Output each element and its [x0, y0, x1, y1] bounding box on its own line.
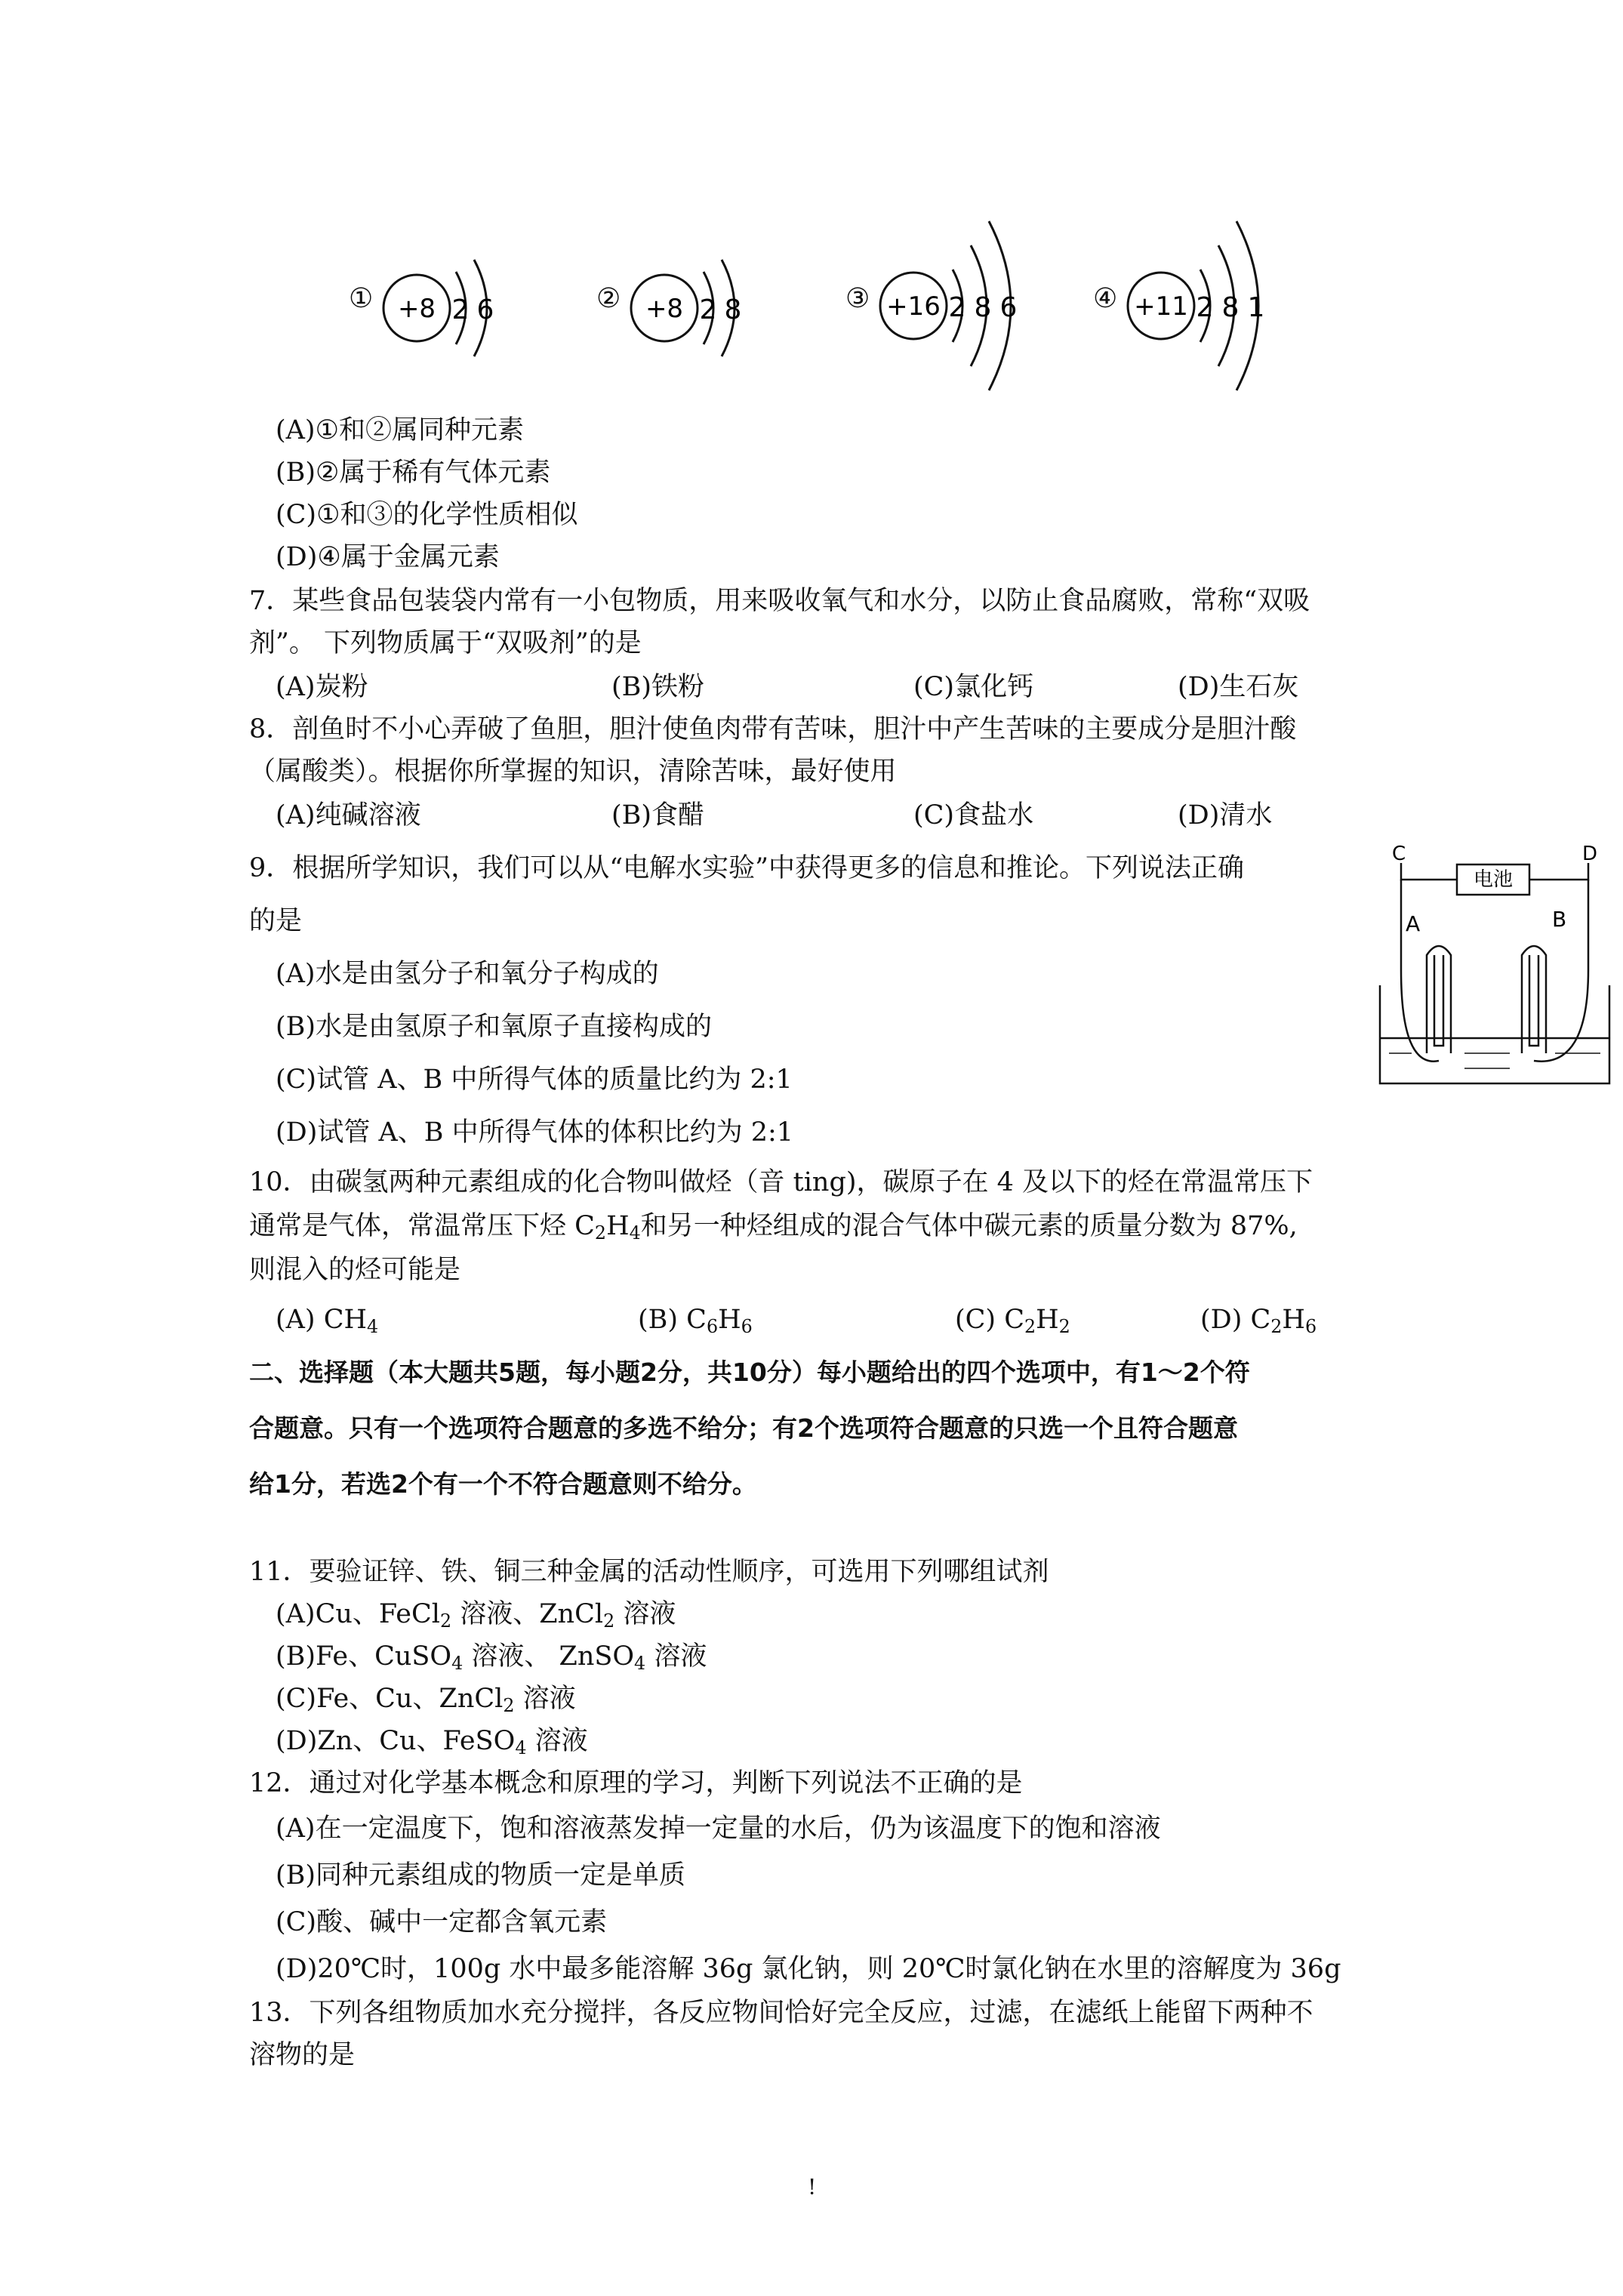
q6-option-c: (C)①和③的化学性质相似 — [276, 500, 578, 530]
q9-stem-line1: 9．根据所学知识，我们可以从“电解水实验”中获得更多的信息和推论。下列说法正确 — [249, 853, 1245, 883]
q11-stem: 11．要验证锌、铁、铜三种金属的活动性顺序，可选用下列哪组试剂 — [249, 1557, 1049, 1587]
q7-option-c: (C)氯化钙 — [913, 672, 1034, 702]
q11-option-a: (A)Cu、FeCl$_2$ 溶液、ZnCl$_2$ 溶液 — [276, 1599, 676, 1632]
q10-option-b: (B) $C_6H_6$ — [638, 1305, 753, 1337]
battery-label: 电池 — [1473, 868, 1514, 891]
svg-text:2: 2 — [699, 294, 717, 325]
svg-text:8: 8 — [724, 294, 742, 325]
q10-stem-line3: 则混入的烃可能是 — [249, 1255, 461, 1285]
q11-option-d: (D)Zn、Cu、FeSO$_4$ 溶液 — [276, 1726, 588, 1758]
svg-text:8: 8 — [974, 292, 992, 323]
section2-heading-line2: 合题意。只有一个选项符合题意的多选不给分；有2个选项符合题意的只选一个且符合题意 — [249, 1413, 1238, 1443]
q10-stem-line1: 10．由碳氢两种元素组成的化合物叫做烃（音 ting)，碳原子在 4 及以下的烃在常温常压下 — [249, 1167, 1313, 1197]
q12-option-c: (C)酸、碱中一定都含氧元素 — [276, 1907, 608, 1937]
q7-option-d: (D)生石灰 — [1178, 672, 1299, 702]
q10-option-d: (D) $C_2H_6$ — [1200, 1305, 1317, 1337]
q9-option-c: (C)试管 A、B 中所得气体的质量比约为 2:1 — [276, 1065, 793, 1095]
q6-option-d: (D)④属于金属元素 — [276, 542, 500, 572]
svg-text:8: 8 — [1221, 292, 1240, 323]
q13-stem-line1: 13．下列各组物质加水充分搅拌，各反应物间恰好完全反应，过滤，在滤纸上能留下两种不 — [249, 1998, 1313, 2028]
q7-stem-line2: 剂”。 下列物质属于“双吸剂”的是 — [249, 628, 642, 658]
atom-core-2: +8 — [645, 294, 684, 324]
q12-option-d: (D)20℃时，100g 水中最多能溶解 36g 氯化钠，则 20℃时氯化钠在水里的溶解度为 36g — [276, 1954, 1341, 1984]
svg-text:2: 2 — [1196, 292, 1214, 323]
atom-core-4: +11 — [1134, 291, 1188, 322]
svg-text:2: 2 — [451, 294, 470, 325]
atom-label-1: ① — [349, 283, 374, 314]
section2-heading-line3: 给1分，若选2个有一个不符合题意则不给分。 — [249, 1469, 757, 1499]
atom-label-4: ④ — [1093, 283, 1118, 314]
q9-option-a: (A)水是由氢分子和氧分子构成的 — [276, 959, 659, 989]
atom-core-1: +8 — [397, 294, 436, 324]
atom-core-3: +16 — [886, 291, 941, 322]
tube-a-label: A — [1406, 911, 1421, 936]
q8-stem-line1: 8．剖鱼时不小心弄破了鱼胆，胆汁使鱼肉带有苦味，胆汁中产生苦味的主要成分是胆汁酸 — [249, 714, 1297, 744]
svg-text:1: 1 — [1247, 292, 1265, 323]
atom-diagram-4 — [1122, 215, 1303, 396]
q11-option-c: (C)Fe、Cu、ZnCl$_2$ 溶液 — [276, 1684, 576, 1716]
q7-option-a: (A)炭粉 — [276, 672, 368, 702]
atom-diagram-2 — [625, 257, 776, 362]
atom-label-3: ③ — [845, 283, 870, 314]
svg-text:6: 6 — [999, 292, 1018, 323]
section2-heading-line1: 二、选择题（本大题共5题，每小题2分，共10分）每小题给出的四个选项中，有1～2个符 — [249, 1358, 1250, 1387]
q8-option-d: (D)清水 — [1178, 800, 1273, 831]
electrode-c-label: C — [1392, 843, 1406, 865]
q8-stem-line2: （属酸类）。根据你所掌握的知识，清除苦味，最好使用 — [249, 757, 897, 787]
electrolysis-diagram — [1374, 842, 1615, 1091]
q12-option-b: (B)同种元素组成的物质一定是单质 — [276, 1860, 686, 1891]
atom-diagram-3 — [874, 215, 1055, 396]
q13-stem-line2: 溶物的是 — [249, 2040, 356, 2070]
q10-option-a: (A) $CH_4$ — [276, 1305, 379, 1337]
q9-stem-line2: 的是 — [249, 906, 303, 936]
atom-diagram-1 — [377, 257, 528, 362]
q8-option-a: (A)纯碱溶液 — [276, 800, 421, 831]
q10-option-c: (C) $C_2H_2$ — [955, 1305, 1070, 1337]
q9-option-d: (D)试管 A、B 中所得气体的体积比约为 2:1 — [276, 1117, 794, 1148]
tube-b-label: B — [1552, 907, 1567, 932]
q8-option-b: (B)食醋 — [611, 800, 705, 831]
atom-label-2: ② — [596, 283, 621, 314]
q6-option-a: (A)①和②属同种元素 — [276, 415, 524, 445]
q9-option-b: (B)水是由氢原子和氧原子直接构成的 — [276, 1012, 713, 1042]
electrode-d-label: D — [1582, 843, 1598, 865]
q11-option-b: (B)Fe、CuSO$_4$ 溶液、 ZnSO$_4$ 溶液 — [276, 1641, 707, 1674]
q8-option-c: (C)食盐水 — [913, 800, 1034, 831]
q7-stem-line1: 7．某些食品包装袋内常有一小包物质，用来吸收氧气和水分，以防止食品腐败，常称“双吸 — [249, 586, 1310, 616]
q12-option-a: (A)在一定温度下，饱和溶液蒸发掉一定量的水后，仍为该温度下的饱和溶液 — [276, 1814, 1161, 1844]
page-mark: ! — [808, 2174, 817, 2199]
q10-stem-line2: 通常是气体，常温常压下烃 $C_2H_4$和另一种烃组成的混合气体中碳元素的质量分数为 87%, — [249, 1211, 1298, 1244]
q6-option-b: (B)②属于稀有气体元素 — [276, 458, 551, 488]
svg-text:2: 2 — [948, 292, 966, 323]
svg-text:6: 6 — [476, 294, 494, 325]
q7-option-b: (B)铁粉 — [611, 672, 705, 702]
q12-stem: 12．通过对化学基本概念和原理的学习，判断下列说法不正确的是 — [249, 1768, 1023, 1798]
